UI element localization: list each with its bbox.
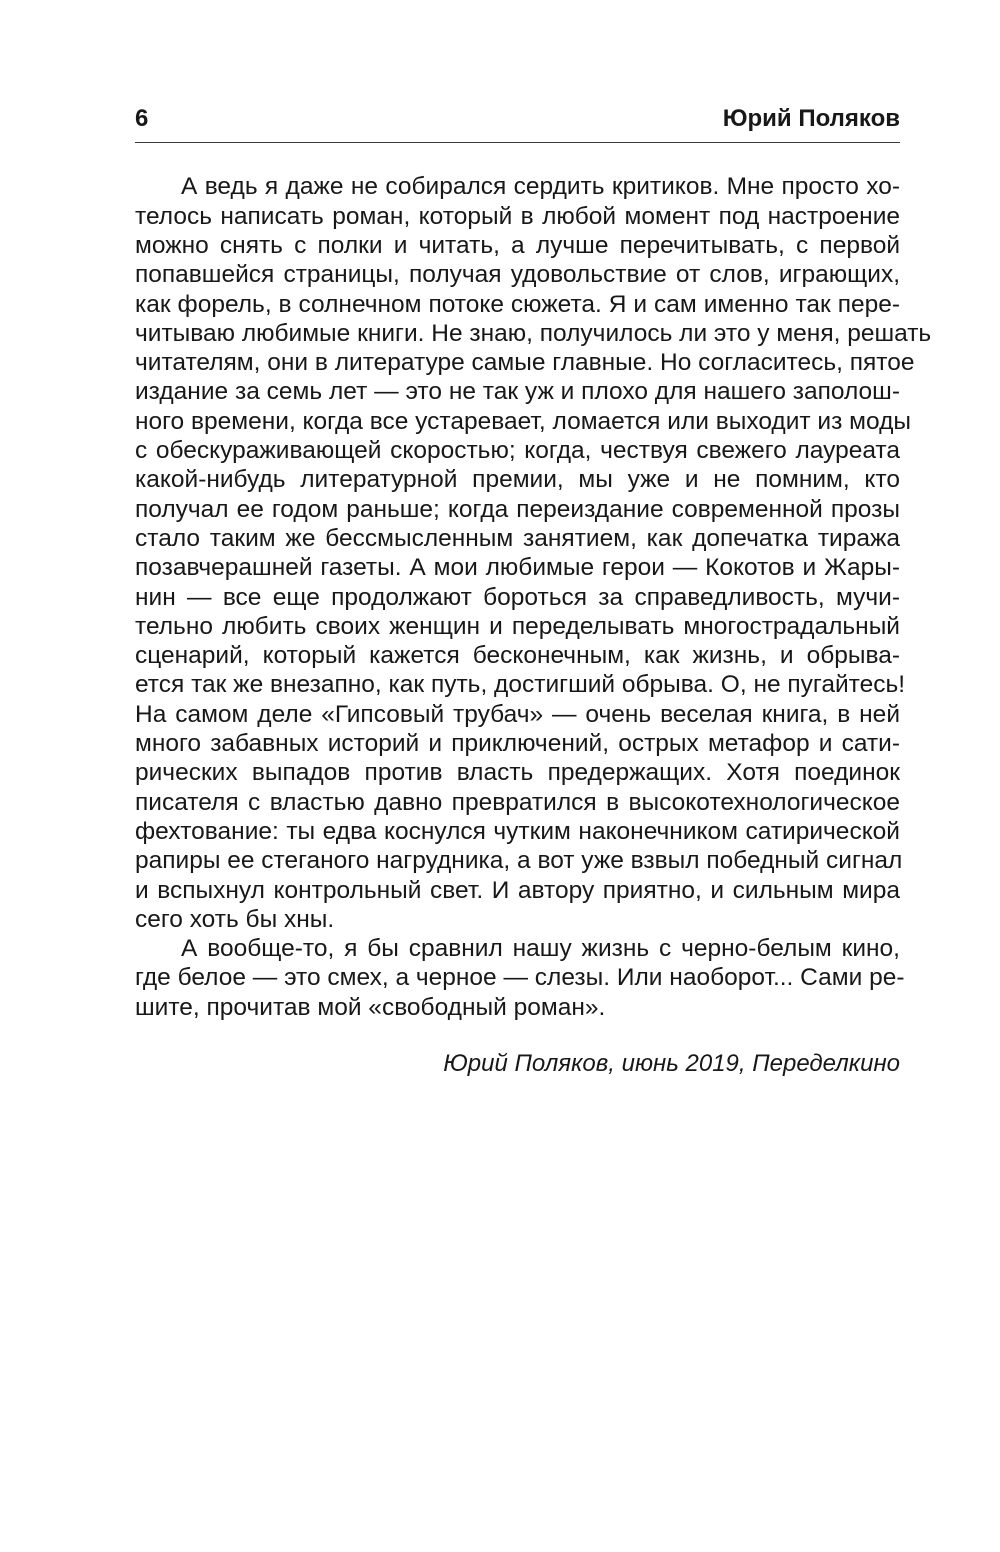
page-body: [135, 172, 932, 1078]
text-line: можно снять с полки и читать, а лучше перечитывать, с первой: [135, 231, 900, 259]
page-header: [135, 106, 900, 132]
text-line: попавшейся страницы, получая удовольствие от слов, играющих,: [135, 261, 900, 289]
text-line: читываю любимые книги. Не знаю, получилось ли это у меня, решать: [135, 319, 932, 347]
text-line: какой-нибудь литературной премии, мы уже и не помним, кто: [135, 466, 900, 494]
body-text: [135, 172, 932, 1022]
text-line: как форель, в солнечном потоке сюжета. Я и сам именно так пере-: [135, 290, 900, 318]
text-line: ется так же внезапно, как путь, достигший обрыва. О, не пугайтесь!: [135, 671, 906, 699]
text-line: писателя с властью давно превратился в высокотехнологическое: [135, 788, 900, 816]
text-line: На самом деле «Гипсовый трубач» — очень веселая книга, в ней: [135, 700, 900, 728]
paragraph: [135, 172, 932, 934]
text-line: ного времени, когда все устаревает, ломается или выходит из моды: [135, 407, 911, 435]
text-line: много забавных историй и приключений, острых метафор и сати-: [135, 730, 900, 758]
page-number: 6: [135, 105, 149, 132]
text-line: тельно любить своих женщин и переделывать многострадальный: [135, 612, 900, 640]
text-line: шите, прочитав мой «свободный роман».: [135, 993, 606, 1021]
paragraph: [135, 934, 905, 1022]
text-line: нин — все еще продолжают бороться за справедливость, мучи-: [135, 583, 900, 611]
text-line: телось написать роман, который в любой момент под настроение: [135, 202, 900, 230]
text-line: А ведь я даже не собирался сердить критиков. Мне просто хо-: [181, 173, 900, 201]
signature-line: Юрий Поляков, июнь 2019, Переделкино: [443, 1050, 900, 1077]
text-line: сценарий, который кажется бесконечным, как жизнь, и обрыва-: [135, 642, 900, 670]
text-line: читателям, они в литературе самые главные. Но согласитесь, пятое: [135, 349, 915, 377]
text-line: получал ее годом раньше; когда переиздание современной прозы: [135, 495, 900, 523]
text-line: издание за семь лет — это не так уж и плохо для нашего заполош-: [135, 378, 900, 406]
text-line: где белое — это смех, а черное — слезы. Или наоборот... Сами ре-: [135, 964, 905, 992]
text-line: позавчерашней газеты. А мои любимые герои — Кокотов и Жары-: [135, 554, 900, 582]
text-line: сего хоть бы хны.: [135, 905, 335, 933]
text-line: рапиры ее стеганого нагрудника, а вот уже взвыл победный сигнал: [135, 847, 903, 875]
text-line: с обескураживающей скоростью; когда, чествуя свежего лауреата: [135, 437, 900, 465]
running-head-author: Юрий Поляков: [722, 105, 900, 132]
text-line: стало таким же бессмысленным занятием, как допечатка тиража: [135, 524, 900, 552]
text-line: рических выпадов против власть предержащих. Хотя поединок: [135, 759, 900, 787]
text-line: и вспыхнул контрольный свет. И автору приятно, и сильным мира: [135, 876, 900, 904]
text-line: А вообще-то, я бы сравнил нашу жизнь с черно-белым кино,: [181, 935, 900, 963]
text-line: фехтование: ты едва коснулся чутким наконечником сатирической: [135, 817, 900, 845]
header-rule: [135, 142, 900, 143]
